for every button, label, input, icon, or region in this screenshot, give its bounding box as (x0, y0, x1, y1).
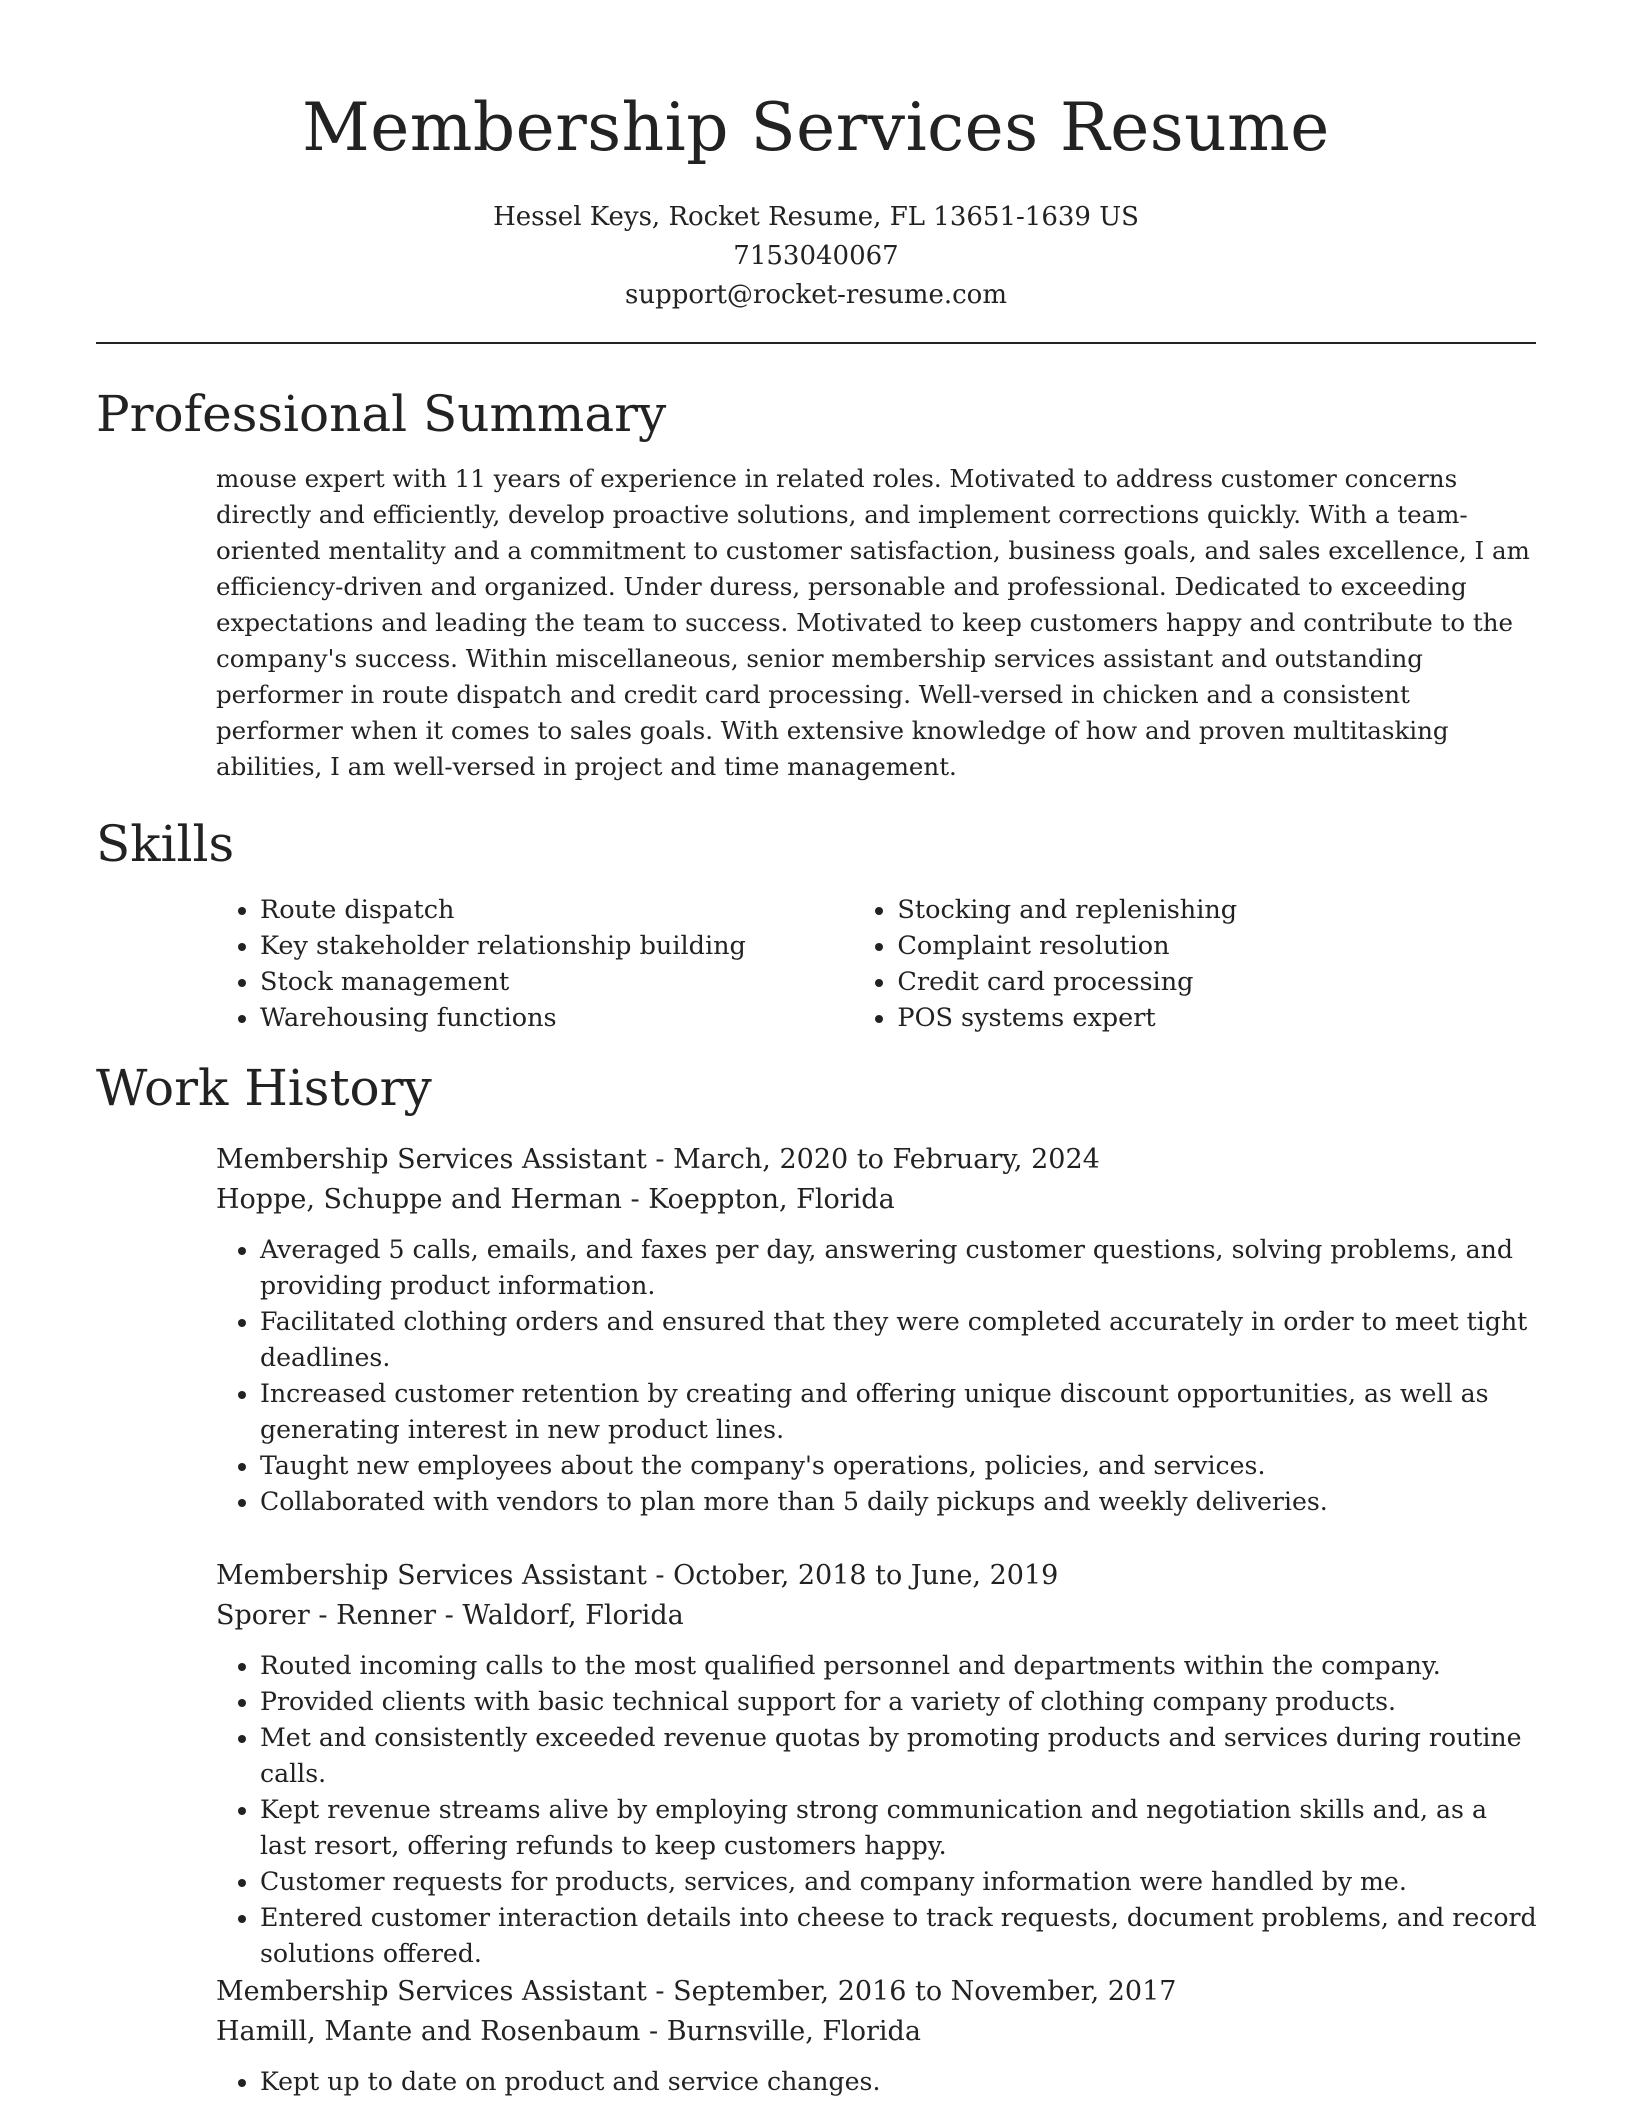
job-bullet: • Customer requests for products, services, and company information were handled by me. (260, 1864, 1540, 1900)
job-bullet: • Averaged 5 calls, emails, and faxes per day, answering customer questions, solving problems, and providing product information. (260, 1232, 1540, 1304)
document-title: Membership Services Resume (302, 89, 1330, 166)
job-bullet: • Routed incoming calls to the most qualified personnel and departments within the company. (260, 1648, 1540, 1684)
skill-item: • Key stakeholder relationship building (260, 928, 853, 964)
job-bullet: • Met and consistently exceeded revenue quotas by promoting products and services during routine calls. (260, 1720, 1540, 1792)
job-bullets (216, 1648, 1540, 1972)
job-title-line (216, 1972, 1540, 2012)
contact-email: support@rocket-resume.com (624, 280, 1007, 310)
summary-text: mouse expert with 11 years of experience in related roles. Motivated to address customer concerns directly and efficiently, develop proactive solutions, and implement corrections quickly. With a team-oriented mentality and a commitment to customer satisfaction, business goals, and sales excellence, I am efficiency-driven and organized. Under duress, personable and professional. Dedicated to exceeding expectations and leading the team to success. Motivated to keep customers happy and contribute to the company's success. Within miscellaneous, senior membership services assistant and outstanding performer in route dispatch and credit card processing. Well-versed in chicken and a consistent performer when it comes to sales goals. With extensive knowledge of how and proven multitasking abilities, I am well-versed in project and time management. (216, 464, 1530, 781)
job-company-line (216, 1180, 1540, 1220)
job-company: Sporer - Renner (216, 1600, 437, 1631)
job-bullet: • Facilitated clothing orders and ensured that they were completed accurately in order to meet tight deadlines. (260, 1304, 1540, 1376)
skill-item: • Route dispatch (260, 892, 853, 928)
job-company: Hoppe, Schuppe and Herman (216, 1184, 622, 1215)
job-company-line (216, 1596, 1540, 1636)
job-company: Hamill, Mante and Rosenbaum (216, 2016, 641, 2047)
job-bullet: • Kept up to date on product and service changes. (260, 2064, 1540, 2100)
skills-list (216, 892, 1536, 1036)
job-dates: - March, 2020 to February, 2024 (646, 1144, 1100, 1175)
contact-address: Hessel Keys, Rocket Resume, FL 13651-1639 US (493, 202, 1139, 232)
job-location: - Waldorf, Florida (436, 1600, 684, 1631)
job-bullet: • Collaborated with vendors to plan more than 5 daily pickups and weekly deliveries. (260, 1484, 1540, 1520)
job-company-line (216, 2012, 1540, 2052)
skill-item: • POS systems expert (897, 1000, 1536, 1036)
job-bullets (216, 1232, 1540, 1520)
job-bullet: • Increased customer retention by creating and offering unique discount opportunities, as well as generating interest in new product lines. (260, 1376, 1540, 1448)
skill-item: • Credit card processing (897, 964, 1536, 1000)
job-bullets (216, 2064, 1540, 2100)
skill-item: • Complaint resolution (897, 928, 1536, 964)
skill-item: • Stocking and replenishing (897, 892, 1536, 928)
job-bullet: • Entered customer interaction details into cheese to track requests, document problems, and record solutions offered. (260, 1900, 1540, 1972)
job-entry (216, 1972, 1540, 2100)
contact-phone: 7153040067 (733, 241, 899, 271)
skills-column-2 (853, 892, 1536, 1036)
job-bullet: • Provided clients with basic technical support for a variety of clothing company products. (260, 1684, 1540, 1720)
job-title: Membership Services Assistant (216, 1144, 647, 1175)
job-entry (216, 1140, 1540, 1520)
job-dates: - September, 2016 to November, 2017 (646, 1976, 1177, 2007)
header-divider (96, 342, 1536, 344)
job-location: - Koeppton, Florida (621, 1184, 895, 1215)
job-entry (216, 1556, 1540, 1972)
job-title: Membership Services Assistant (216, 1560, 647, 1591)
job-bullet: • Taught new employees about the company's operations, policies, and services. (260, 1448, 1540, 1484)
job-title: Membership Services Assistant (216, 1976, 647, 2007)
summary-heading: Professional Summary (96, 385, 667, 443)
job-title-line (216, 1556, 1540, 1596)
job-location: - Burnsville, Florida (640, 2016, 921, 2047)
work-history-heading: Work History (96, 1059, 432, 1117)
skill-item: • Warehousing functions (260, 1000, 853, 1036)
skills-heading: Skills (96, 815, 235, 873)
job-dates: - October, 2018 to June, 2019 (646, 1560, 1059, 1591)
contact-block (0, 198, 1632, 315)
skill-item: • Stock management (260, 964, 853, 1000)
job-bullet: • Kept revenue streams alive by employing strong communication and negotiation skills and, as a last resort, offering refunds to keep customers happy. (260, 1792, 1540, 1864)
skills-column-1 (216, 892, 853, 1036)
job-title-line (216, 1140, 1540, 1180)
resume-header (0, 0, 1632, 315)
